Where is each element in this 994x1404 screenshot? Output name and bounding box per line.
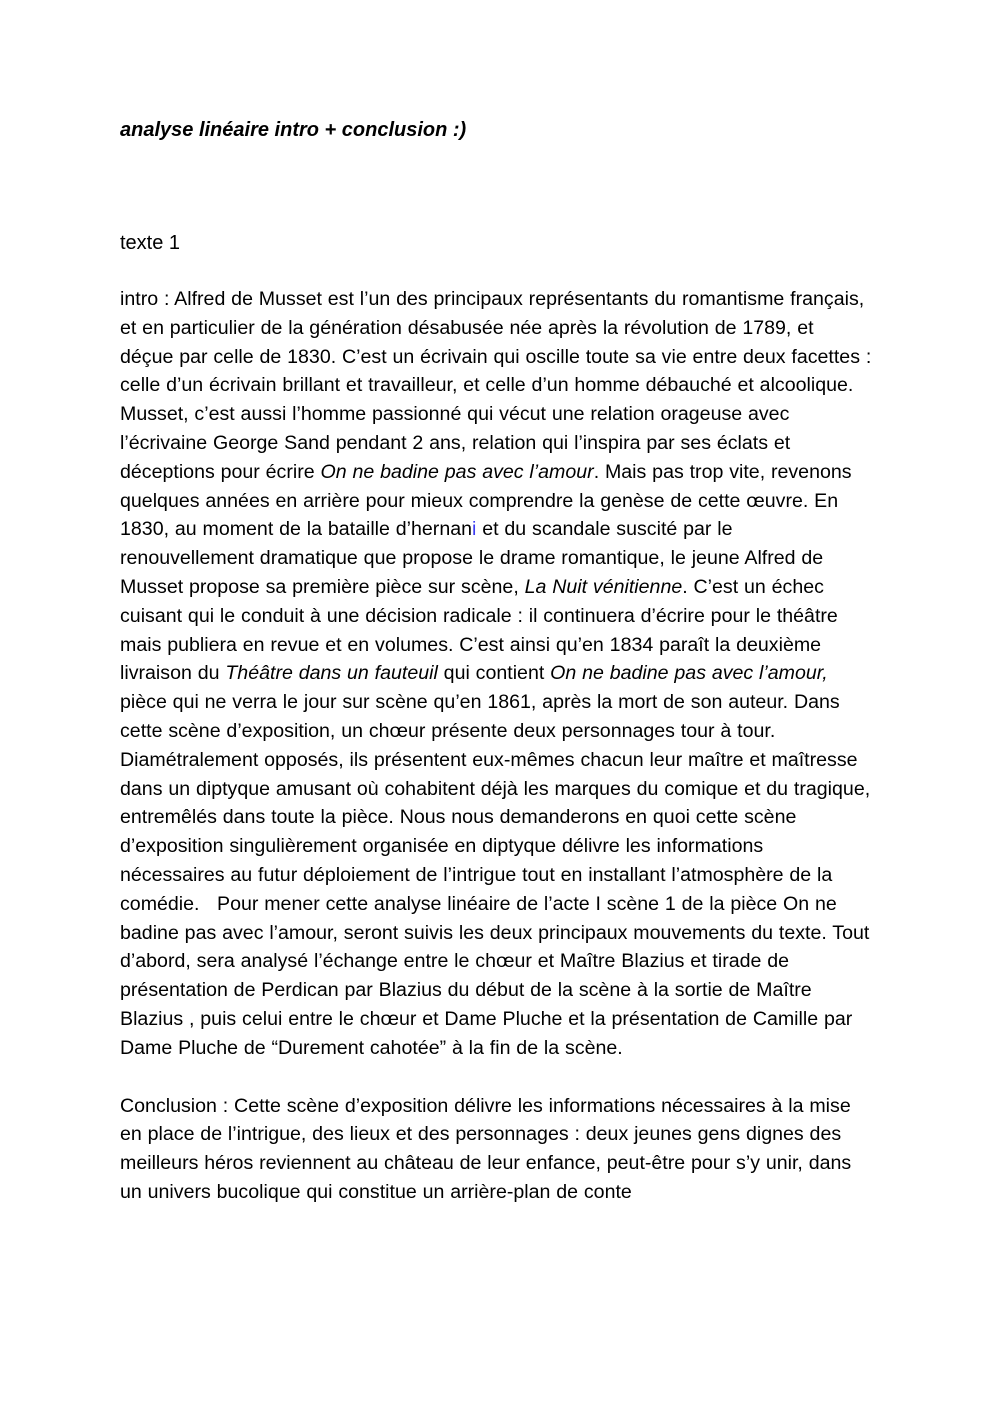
intro-paragraph [120,285,878,1063]
text-segment: Conclusion : Cette scène d’exposition délivre les informations nécessaires à la mise en place de l’intrigue, des lieux et des personnages : deux jeunes gens dignes des meilleurs héros reviennent au château de leur enfance, peut-être pour s’y unir, dans un univers bucolique qui constitue un arrière-plan de conte [120,1094,858,1203]
text-segment: Théâtre dans un fauteuil [225,662,438,685]
text-segment: . C’est un échec cuisant qui le conduit à une décision radicale : il continuera d’écrire pour le théâtre mais publiera en revue et en volumes. C’est ainsi qu’en 1834 paraît la deuxième livraison du [120,575,844,685]
text-segment: pièce qui ne verra le jour sur scène qu’en 1861, après la mort de son auteur. Dans cette scène d’exposition, un chœur présente deux personnages tour à tour. Diamétralement opposés, ils présentent eux-mêmes chacun leur maître et maîtresse dans un diptyque amusant où cohabitent déjà les marques du comique et du tragique, entremêlés dans toute la pièce. Nous nous demanderons en quoi cette scène d’exposition singulièrement organisée en diptyque délivre les informations nécessaires au futur déploiement de l’intrigue tout en installant l’atmosphère de la comédie. Pour mener cette analyse linéaire de l’acte I scène 1 de la pièce On ne badine pas avec l’amour, seront suivis les deux principaux mouvements du texte. Tout d’abord, sera analysé l’échange entre le chœur et Maître Blazius et tirade de présentation de Perdican par Blazius du début de la scène à la sortie de Maître Blazius , puis celui entre le chœur et Dame Pluche et la présentation de Camille par Dame Pluche de “Durement cahotée” à la fin de la scène. [120,662,876,1059]
text-segment: et du scandale suscité par le renouvellement dramatique que propose le drame romantique, le jeune Alfred de Musset propose sa première pièce sur scène, [120,518,830,598]
text-segment: La Nuit vénitienne [524,575,683,598]
text-segment: On ne badine pas avec l’amour, [550,662,828,685]
text-segment: intro : Alfred de Musset est l’un des principaux représentants du romantisme français, et en particulier de la génération désabusée née après la révolution de 1789, et déçue par celle de 1830. C’est un écrivain qui oscille toute sa vie entre deux facettes : celle d’un écrivain brillant et travailleur, et celle d’un homme débauché et alcoolique. Musset, c’est aussi l’homme passionné qui vécut une relation orageuse avec l’écrivaine George Sand pendant 2 ans, relation qui l’inspira par ses éclats et déceptions pour écrire [120,288,878,483]
subtitle-texte-1: texte 1 [120,232,181,254]
link-character[interactable]: i [472,518,477,541]
text-segment: qui contient [437,662,551,685]
text-segment: . Mais pas trop vite, revenons quelques années en arrière pour mieux comprendre la genèse de cette œuvre. En 1830, au moment de la bataille d’hernan [120,460,858,541]
conclusion-paragraph [120,1092,872,1207]
document-title: analyse linéaire intro + conclusion :) [120,119,467,141]
text-segment: On ne badine pas avec l’amour [320,460,594,483]
